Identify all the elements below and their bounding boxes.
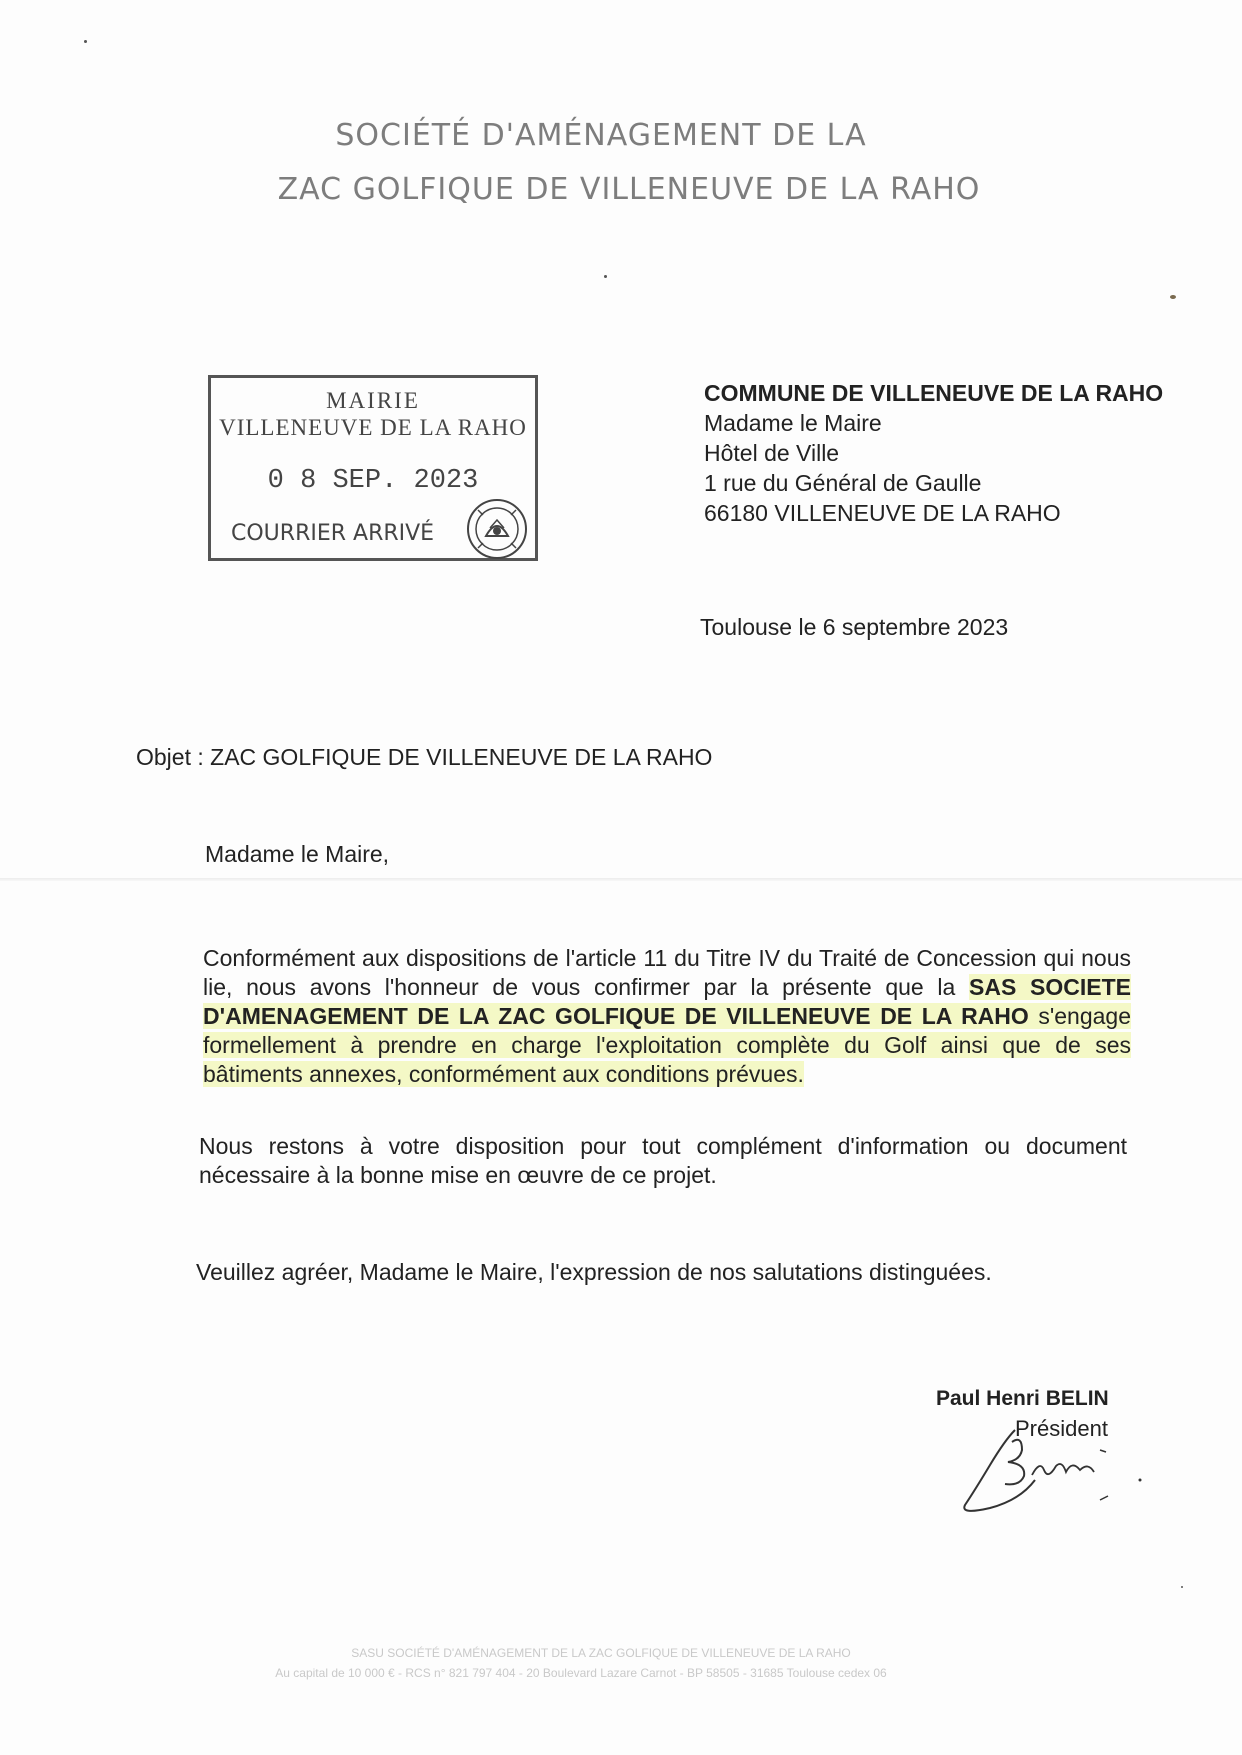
footer-line-1: SASU SOCIÉTÉ D'AMÉNAGEMENT DE LA ZAC GOLFIQUE DE VILLENEUVE DE LA RAHO xyxy=(351,1646,851,1660)
stamp-line-2: VILLENEUVE DE LA RAHO xyxy=(219,415,527,440)
body-paragraph-3: Veuillez agréer, Madame le Maire, l'expression de nos salutations distinguées. xyxy=(196,1259,992,1285)
footer-line-2: Au capital de 10 000 € - RCS n° 821 797 404 - 20 Boulevard Lazare Carnot - BP 58505 - 31685 Toulouse cedex 06 xyxy=(275,1666,887,1680)
date-line: Toulouse le 6 septembre 2023 xyxy=(700,614,1009,640)
signer-title: Président xyxy=(1015,1416,1108,1441)
body-p1-intro: Conformément aux dispositions de l'article 11 du Titre IV du Traité de Concession qui nous lie, nous avons l'honneur de vous confirmer par la présente que la xyxy=(203,945,1131,1000)
letterhead-line-2: ZAC GOLFIQUE DE VILLENEUVE DE LA RAHO xyxy=(277,172,981,207)
body-paragraph-2: Nous restons à votre disposition pour tout complément d'information ou document nécessaire à la bonne mise en œuvre de ce projet. xyxy=(199,1133,1127,1188)
signer-name: Paul Henri BELIN xyxy=(936,1387,1109,1410)
recipient-line-3: Hôtel de Ville xyxy=(704,440,840,466)
recipient-line-4: 1 rue du Général de Gaulle xyxy=(704,470,982,496)
recipient-address xyxy=(704,378,1163,528)
subject-line: Objet : ZAC GOLFIQUE DE VILLENEUVE DE LA RAHO xyxy=(136,744,713,770)
body-p1-commitment: s'engage formellement à prendre en charge l'exploitation complète du Golf ainsi que de ses bâtiments annexes, conformément aux conditions prévues. xyxy=(203,1003,1131,1087)
stamp-date: 0 8 SEP. 2023 xyxy=(267,466,479,496)
recipient-line-2: Madame le Maire xyxy=(704,410,882,436)
seal-icon xyxy=(466,498,528,560)
paper-speck xyxy=(604,275,607,278)
letterhead-line-1: SOCIÉTÉ D'AMÉNAGEMENT DE LA xyxy=(335,118,867,153)
stamp-label: COURRIER ARRIVÉ xyxy=(231,521,435,546)
salutation: Madame le Maire, xyxy=(205,841,390,867)
paper-speck xyxy=(1181,1586,1183,1588)
body-paragraph-1 xyxy=(203,944,1131,1089)
paper-speck xyxy=(84,40,87,43)
recipient-line-5: 66180 VILLENEUVE DE LA RAHO xyxy=(704,500,1061,526)
paper-speck xyxy=(1170,295,1176,299)
reception-stamp xyxy=(208,375,538,561)
body-p1-company: SAS SOCIETE D'AMENAGEMENT DE LA ZAC GOLFIQUE DE VILLENEUVE DE LA RAHO xyxy=(203,974,1131,1029)
paper-fold xyxy=(0,878,1242,881)
recipient-name: COMMUNE DE VILLENEUVE DE LA RAHO xyxy=(704,380,1164,406)
stamp-line-1: MAIRIE xyxy=(326,388,420,413)
signature-icon xyxy=(960,1420,1160,1520)
